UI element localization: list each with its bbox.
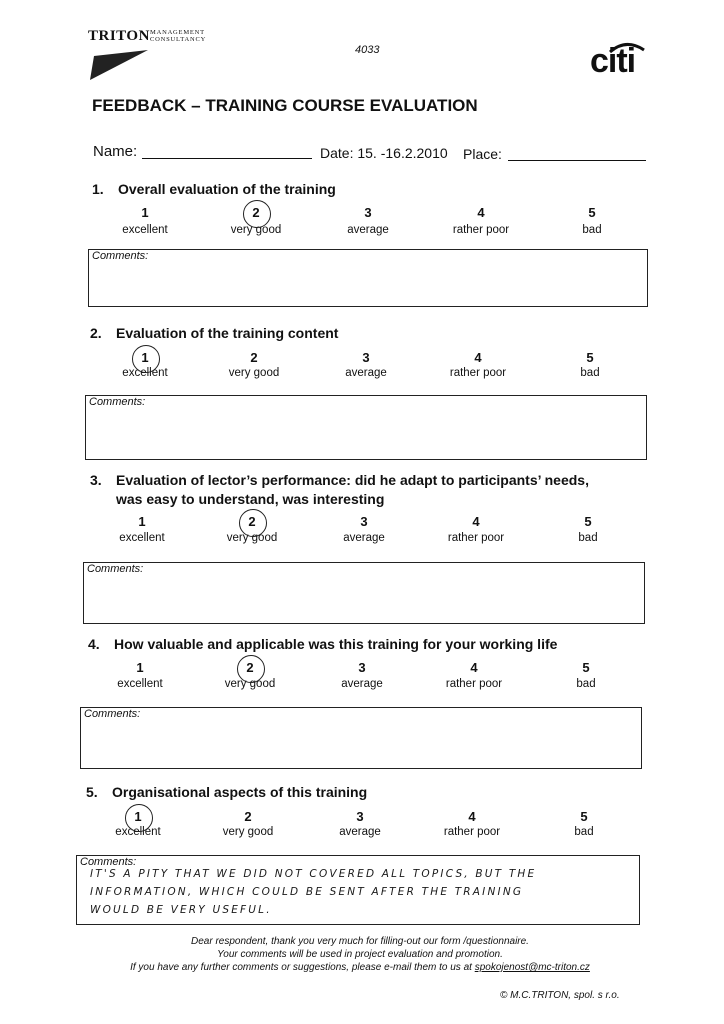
rating-option-3[interactable]: 3 xyxy=(364,205,372,220)
rating-label-5: bad xyxy=(574,826,594,838)
rating-label-2: very good xyxy=(226,532,278,544)
comments-label: Comments: xyxy=(84,708,141,720)
selected-rating-circle xyxy=(243,200,271,228)
triton-logo-sub1: MANAGEMENT xyxy=(150,29,205,36)
rating-label-3: average xyxy=(343,532,385,544)
document-number: 4033 xyxy=(355,44,380,56)
handwritten-comment-line-3: WOULD BE VERY USEFUL. xyxy=(90,904,272,916)
rating-option-3[interactable]: 3 xyxy=(358,660,366,675)
question-number: 2. xyxy=(90,325,102,341)
rating-label-1: excellent xyxy=(122,367,168,379)
selected-rating-circle xyxy=(237,655,265,683)
rating-option-1[interactable]: 1 xyxy=(134,809,142,824)
rating-option-4[interactable]: 4 xyxy=(470,660,478,675)
comments-label: Comments: xyxy=(92,250,149,262)
rating-option-2[interactable]: 2 xyxy=(246,660,254,675)
selected-rating-circle xyxy=(239,509,267,537)
rating-option-2[interactable]: 2 xyxy=(252,205,260,220)
comments-label: Comments: xyxy=(89,396,146,408)
rating-label-4: rather poor xyxy=(447,532,505,544)
rating-label-3: average xyxy=(345,367,387,379)
place-label: Place: xyxy=(463,146,502,162)
rating-label-1: excellent xyxy=(119,532,165,544)
copyright: © M.C.TRITON, spol. s r.o. xyxy=(500,990,620,1001)
name-label: Name: xyxy=(93,143,138,160)
question-title: How valuable and applicable was this training for your working life xyxy=(114,636,558,652)
selected-rating-circle xyxy=(132,345,160,373)
place-field[interactable] xyxy=(508,160,646,161)
rating-label-5: bad xyxy=(576,678,596,690)
comments-box[interactable] xyxy=(80,707,642,769)
question-title: Evaluation of the training content xyxy=(116,325,339,341)
triton-logo-sub2: CONSULTANCY xyxy=(150,35,207,43)
rating-label-4: rather poor xyxy=(445,678,503,690)
rating-option-5[interactable]: 5 xyxy=(580,809,588,824)
citi-logo-text: citi xyxy=(590,42,636,80)
rating-label-4: rather poor xyxy=(443,826,501,838)
rating-label-2: very good xyxy=(230,224,282,236)
question-title: Overall evaluation of the training xyxy=(118,181,336,197)
triton-logo-subtitle xyxy=(150,30,206,43)
comments-box[interactable] xyxy=(85,395,647,460)
rating-option-3[interactable]: 3 xyxy=(356,809,364,824)
question-number: 5. xyxy=(86,784,98,800)
question-title: Evaluation of lector’s performance: did he adapt to participants’ needs, xyxy=(116,472,589,488)
rating-option-4[interactable]: 4 xyxy=(472,514,480,529)
footer-line-1: Dear respondent, thank you very much for filling-out our form /questionnaire. xyxy=(191,936,529,947)
rating-label-3: average xyxy=(339,826,381,838)
rating-option-1[interactable]: 1 xyxy=(138,514,146,529)
question-number: 4. xyxy=(88,636,100,652)
footer-line-3 xyxy=(60,962,660,973)
triton-wedge-icon xyxy=(90,46,150,80)
triton-logo-name: TRITON xyxy=(88,28,150,44)
rating-option-2[interactable]: 2 xyxy=(250,350,258,365)
rating-label-2: very good xyxy=(224,678,276,690)
rating-label-2: very good xyxy=(222,826,274,838)
rating-option-5[interactable]: 5 xyxy=(584,514,592,529)
rating-option-1[interactable]: 1 xyxy=(136,660,144,675)
rating-label-1: excellent xyxy=(117,678,163,690)
triton-logo xyxy=(88,28,238,78)
rating-option-5[interactable]: 5 xyxy=(586,350,594,365)
page-title: FEEDBACK – TRAINING COURSE EVALUATION xyxy=(92,96,478,115)
selected-rating-circle xyxy=(125,804,153,832)
rating-option-2[interactable]: 2 xyxy=(248,514,256,529)
rating-label-1: excellent xyxy=(122,224,168,236)
feedback-email-link[interactable]: spokojenost@mc-triton.cz xyxy=(474,962,590,973)
rating-label-1: excellent xyxy=(115,826,161,838)
rating-option-2[interactable]: 2 xyxy=(244,809,252,824)
date-label: Date: 15. -16.2.2010 xyxy=(320,145,448,161)
rating-option-5[interactable]: 5 xyxy=(588,205,596,220)
rating-label-5: bad xyxy=(578,532,598,544)
rating-option-4[interactable]: 4 xyxy=(474,350,482,365)
question-number: 1. xyxy=(92,181,104,197)
rating-option-4[interactable]: 4 xyxy=(477,205,485,220)
rating-option-1[interactable]: 1 xyxy=(141,205,149,220)
comments-label: Comments: xyxy=(87,563,144,575)
rating-option-4[interactable]: 4 xyxy=(468,809,476,824)
comments-label: Comments: xyxy=(80,856,137,868)
citi-logo xyxy=(590,36,650,80)
comments-box[interactable] xyxy=(88,249,648,307)
name-field[interactable] xyxy=(142,158,312,159)
question-title: Organisational aspects of this training xyxy=(112,784,368,800)
question-number: 3. xyxy=(90,472,102,488)
handwritten-comment-line-1: IT'S A PITY THAT WE DID NOT COVERED ALL TOPICS, BUT THE xyxy=(90,868,537,880)
rating-label-5: bad xyxy=(582,224,602,236)
rating-option-3[interactable]: 3 xyxy=(360,514,368,529)
rating-label-2: very good xyxy=(228,367,280,379)
rating-label-3: average xyxy=(341,678,383,690)
rating-label-4: rather poor xyxy=(452,224,510,236)
comments-box[interactable] xyxy=(83,562,645,624)
question-title-line-2: was easy to understand, was interesting xyxy=(116,491,385,507)
rating-label-3: average xyxy=(347,224,389,236)
rating-option-3[interactable]: 3 xyxy=(362,350,370,365)
rating-option-1[interactable]: 1 xyxy=(141,350,149,365)
rating-label-4: rather poor xyxy=(449,367,507,379)
footer-line-3-text: If you have any further comments or suggestions, please e-mail them to us at xyxy=(130,962,472,973)
footer-line-2: Your comments will be used in project evaluation and promotion. xyxy=(217,949,503,960)
rating-label-5: bad xyxy=(580,367,600,379)
handwritten-comment-line-2: INFORMATION, WHICH COULD BE SENT AFTER THE TRAINING xyxy=(90,886,524,898)
rating-option-5[interactable]: 5 xyxy=(582,660,590,675)
